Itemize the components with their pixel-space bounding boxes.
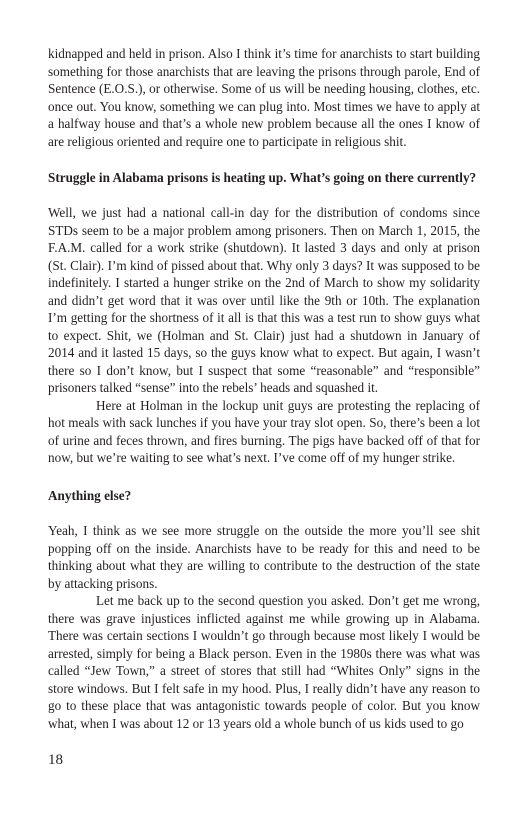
page-number: 18 bbox=[48, 752, 63, 768]
answer-block-anything-else bbox=[48, 522, 480, 732]
question-heading-anything-else: Anything else? bbox=[48, 488, 132, 503]
intro-paragraph-block bbox=[48, 45, 480, 150]
answer-paragraph: Here at Holman in the lockup unit guys are protesting the replacing of hot meals with sack lunches if you have your tray slot open. So, there’s been a lot of urine and feces thrown, and fires burning. The pigs have backed off of that for now, but we’re waiting to see what’s next. I’ve come off of my hunger strike. bbox=[48, 397, 480, 465]
intro-paragraph: kidnapped and held in prison. Also I think it’s time for anarchists to start building something for those anarchists that are leaving the prisons through parole, End of Sentence (E.O.S.), or otherwise. Some of us will be needing housing, clothes, etc. once out. You know, something we can plug into. Most times we have to apply at a halfway house and that’s a whole new problem because all the ones I know of are religious oriented and require one to participate in religious shit. bbox=[48, 46, 480, 149]
answer-block-alabama bbox=[48, 204, 480, 467]
answer-paragraph: Yeah, I think as we see more struggle on the outside the more you’ll see shit popping off on the inside. Anarchists have to be ready for this and need to be thinking about what they are willing to contribute to the destruction of the state by attacking prisons. bbox=[48, 523, 480, 591]
answer-paragraph: Let me back up to the second question you asked. Don’t get me wrong, there was grave injustices inflicted against me while growing up in Alabama. There was certain sections I wouldn’t go through because most likely I would be arrested, simply for being a Black person. Even in the 1980s there was what was called “Jew Town,” a street of stores that still had “Whites Only” signs in the store windows. But I felt safe in my hood. Plus, I really didn’t have any reason to go to these place that was antagonistic towards people of color. But you know what, when I was about 12 or 13 years old a whole bunch of us kids used to go bbox=[48, 593, 480, 731]
answer-paragraph: Well, we just had a national call-in day for the distribution of condoms since STDs seem to be a major problem among prisoners. Then on March 1, 2015, the F.A.M. called for a work strike (shutdown). It lasted 3 days and only at prison (St. Clair). I’m kind of pissed about that. Why only 3 days? It was supposed to be indefinitely. I started a hunger strike on the 2nd of March to show my solidarity and didn’t get word that it was over until like the 9th or 10th. The explanation I’m getting for the shortness of it all is that this was a test run to show guys what to expect. Shit, we (Holman and St. Clair) just had a shutdown in January of 2014 and it lasted 15 days, so the guys know what to expect. But again, I wasn’t there so I don’t know, but I suspect that some “reasonable” and “responsible” prisoners talked “sense” into the rebels’ heads and squashed it. bbox=[48, 205, 480, 395]
question-heading-alabama: Struggle in Alabama prisons is heating up. What’s going on there currently? bbox=[48, 170, 477, 185]
